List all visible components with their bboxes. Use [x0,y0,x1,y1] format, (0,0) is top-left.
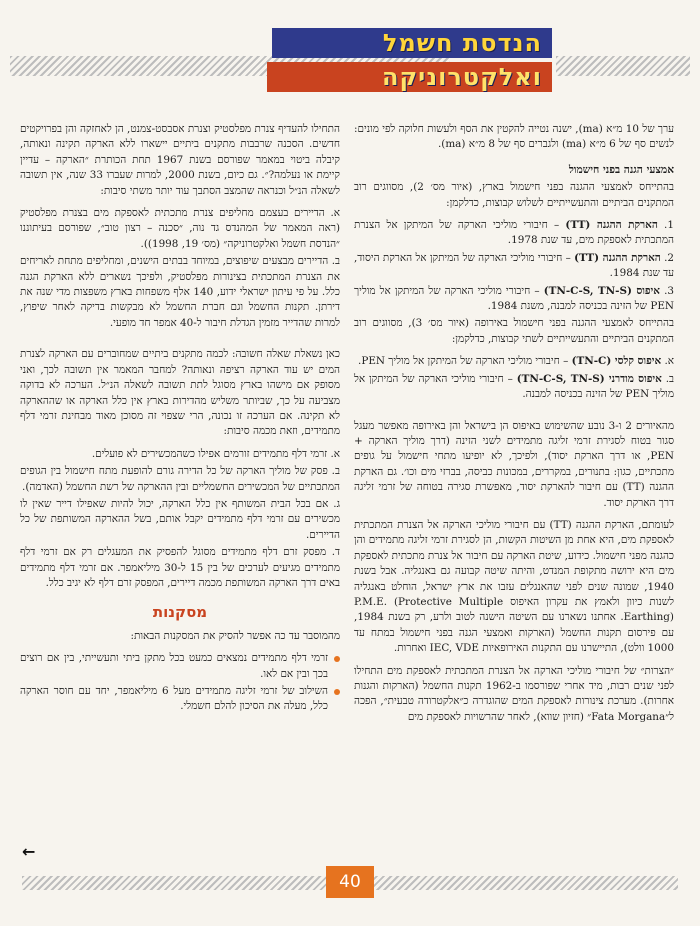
paragraph: בהתייחס לאמצעי ההגנה בפני חישמול באירופה (איור מס׳ 3), מסווגים רוב המתקנים הביתיים והתעשייתיים לשתי קבוצות, כדלקמן: [354,317,674,345]
paragraph: כאן נשאלת שאלה חשובה: לכמה מתקנים ביתיים שמחוברים עם הארקה לצנרת המים יש עוד הארקה רציפה ונאותה? למחבר המאמר אין תשובה לכך, ואני מסופק אם מישהו בארץ מסוגל לתת תשובה לשאלה הנ״ל. הערכה לא בדוקה מצביעה על כך, שביותר משליש מהדירות בארץ אין כלל הארקה או שההארקה לא תקינה. אם הערכה זו נכונה, הרי שצפוי זה מסוכן מאוד מבחינת זרמי דלף מתמידים, וזאת מכמה סיבות: [20,348,340,438]
list-item: ב. הדיירים מבצעים שיפוצים, במיוחד בבתים הישנים, ומחליפים מתחת לאריחים את הצנרת המתכתית בצינורות מפלסטיק, ולפיכך נשארים ללא הארקת הגנה כלל. על פי עיתון ישראלי ידוע, 140 אלף משפחות בארץ משפצות מדי שנה את דירתן. תקנות החשמל וגם חברת החשמל לא מבקשות בדיקה לאחר שיפוץ, למרות שהדייר מזמין הגדלת חיבור ל-40 אמפר חד מופעי. [20,255,340,329]
list-item: 2. הארקת ההגנה (TT) – חיבורי מוליכי הארקה של המיתקן אל הארקת היסוד, עד שנת 1984. [354,251,675,280]
list-item: א. איפוס קלסי (TN-C) – חיבורי מוליכי הארקה של המיתקן אל מוליך PEN. [358,355,674,368]
page-number: 40 [326,866,374,898]
article-column-left [20,122,340,717]
list-item: 3. איפוס (TN-C-S, TN-S) – חיבורי מוליכי הארקה של המיתקן אל מוליך PEN של הזינה בכניסה למבנה, משנת 1984. [354,284,674,313]
article-column-right [354,122,674,732]
protection-list-israel [354,218,674,314]
list-item: א. זרמי דלף מתמידים זורמים אפילו כשהמכשירים לא פועלים. [91,447,340,460]
list-item: ב. איפוס מודרני (TN-C-S, TN-S) – חיבורי מוליכי הארקה של המיתקן אל מוליך PEN של הזינה בכניסה למבנה. [354,372,675,401]
dangers-list [20,447,340,592]
magazine-title-line1: הנדסת חשמל [272,28,552,58]
bullet-dot-icon [334,689,340,695]
paragraph: התחילו להעדיף צנרת מפלסטיק וצנרת אסבסט-צמנט, הן לאחזקה והן בפרויקטים חדשים. הסכנה שרבבות מתקנים ביתיים יישארו ללא הארקה תקינה ונאותה, קיבלה ביטוי במאמר שפורסם בשנת 1967 תחת הכותרת ״הארקה – עדיין קיימת או נעלמה?״. גם כיום, בשנת 2000, למרות שעברו 33 שנה, אין תשובה לשאלה הנ״ל וכנראה שהמצב הסתבך עוד יותר משתי סיבות: [20,123,340,197]
paragraph: בהתייחס לאמצעי ההגנה בפני חישמול בארץ, (איור מס׳ 2), מסווגים רוב המתקנים הביתיים והתעשייתיים לשלוש קבוצות, כדלקמן: [354,181,674,209]
bullet-dot-icon [334,656,340,662]
conclusions-list [20,651,340,715]
protection-list-europe [354,354,674,402]
conclusions-heading: מסקנות [152,603,208,622]
list-item: ד. מפסק זרם דלף מתמידים מסוגל להפסיק את המעגלים רק אם זרמי דלף מתמידים מגיעים לערכים של בין 15 ל-30 מיליאמפר. אם זרמי דלף מתמידים באים דרך הארקה המשותפת מכמה דיירים, המפסק זרם דלף לא יגיב כלל. [20,546,341,589]
paragraph: לעומתם, הארקת ההגנה (TT) עם חיבורי מוליכי הארקה אל הצנרת המתכתית לאספקת מים, היא אחת מן השיטות הקשות, הן לסגירת זרמי זליגה מתמידים והן כהגנה מפני חישמול. כידוע, שיטת הארקה עם חיבור אל צנרת מתכתית לאספקת מים היא ירושה מתקופת המנדט, והיתה שיטה קבועה גם באנגליה. אבל בשנת 1940, שמונה שנים לפני שהאנגלים עזבו את ארץ ישראל, הוחלט באנגליה לשנות כיוון ולאמץ את עקרון האיפוס P.M.E. (Protective Multiple Earthing). אחתנו נשארנו עם השיטה הישנה לטוב ולרע, רק בשנת 1984, עם פירסום תקנות החשמל (הארקות ואמצעי הגנה בפני חישמול במתח עד 1000 וולט), התיישרנו עם התקנות האירופאיות IEC, VDE ואחרות. [354,518,674,655]
continue-arrow-icon: ← [22,842,36,861]
paragraph: מהמוסבר עד כה אפשר להסיק את המסקנות הבאות: [130,629,340,642]
list-item: 1. הארקת ההגנה (TT) – חיבורי מוליכי הארקה של המיתקן אל הצנרת המתכתית לאספקת מים, עד שנת 1978. [354,219,674,247]
list-item: ב. פסק של מוליך הארקה של כל הדירה גורם להופעת מתח חישמול בין הגופים המתכתיים של המכשירים החשמליים ובין ההארקה של רשת החשמל (האדמה). [20,465,340,493]
magazine-title-line2: ואלקטרוניקה [267,62,552,92]
section-title: אמצעי הגנה בפני חישמול [568,163,674,176]
paragraph: ״הצרות״ של חיבורי מוליכי הארקה אל הצנרת המתכתית לאספקת מים התחילו לפני שנים רבות, מיד אחרי שפורסמו ב-1962 תקנות החשמל (הארקות והגנות אחרות). מערכת צינורות לאספקת המים שהוגדרה כ״אלקטרודה טבעית״, הפכה ל״Fata Morgana״ (חזיון שווא), לאחר שהרשויות לאספקת מים [354,664,675,723]
list-item: זרמי דלף מתמידים נמצאים כמעט בכל מתקן ביתי ותעשייתי, בין אם רוצים בכך ובין אם לאו. [20,651,340,682]
magazine-title [262,24,552,94]
reasons-list [20,206,340,331]
header-stripe-band-right [556,56,690,76]
list-item: א. הדיירים בעצמם מחליפים צנרת מתכתית לאספקת מים בצנרת מפלסטיק (ראה המאמר של המהנדס גד נוה, ״סכנה – רצון טוב״, שפורסם בעיתוננו ״הנדסת חשמל ואלקטרוניקה״ (מס׳ 19, 1998)). [20,207,340,250]
list-item: ג. אם בכל הבית המשותף אין כלל הארקה, יכול להיות שאפילו דייר שאין לו מכשירים עם זרמי דלף מתמידים יקבל אותם, בשל ההארקה המשותפת של כל הדיירים. [20,497,340,541]
paragraph: ערך של 10 מ״א (ma), ישנה נטייה להקטין את הסף ולעשות חלוקה לפי מונים: לנשים סף של 6 מ״א (ma) ולגברים סף של 8 מ״א (ma). [354,123,674,151]
paragraph: מהאיורים 2 ו-3 נובע שהשימוש באיפוס הן בישראל והן באירופה מאפשר מעגל סגור בטוח לסגירת זרמי זליגה מתמידים לשני הזינה (דרך מוליך הארקה + PEN, או דרך הארקת יסוד), ולפיכך, לא יופיעו מתחי חישמול על גופים מתכתיים, כגון: בתנורים, במקררים, במכונות כביסה, בברזי מים וכו׳. גם הארקת ההגנה (TT) עם חיבור להארקת יסוד, מאפשרת סגירה בטוחה של זרמי זליגה דרך הארקת יסוד. [354,419,674,509]
list-item: השילוב של זרמי זליגה מתמידים מעל 6 מיליאמפר, יחד עם חוסר הארקה כלל, מעלה את הסיכון להלם חשמלי. [20,684,340,715]
